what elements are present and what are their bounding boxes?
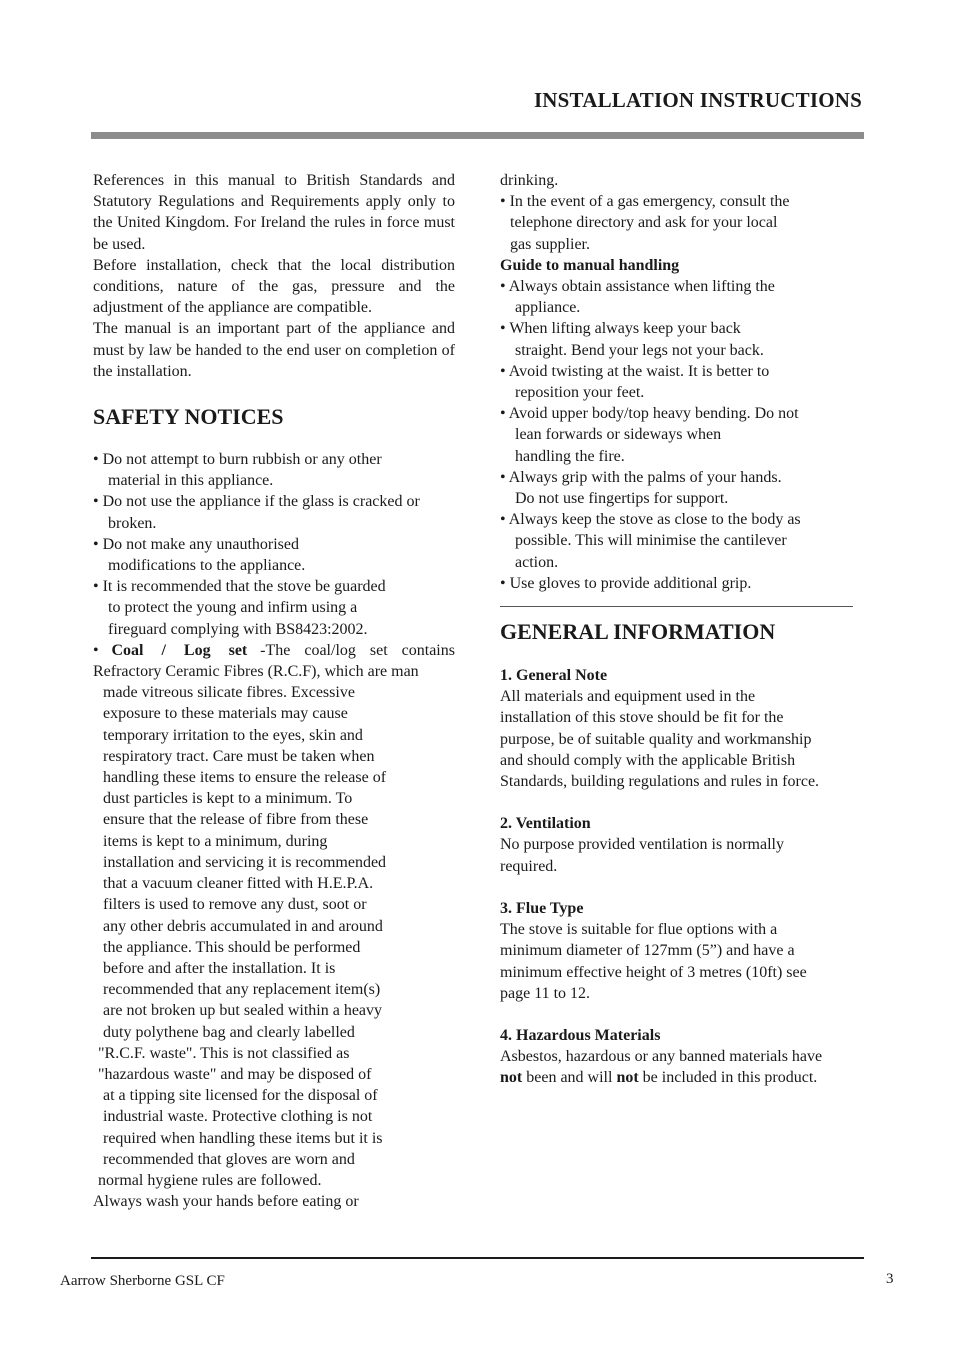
- text-line: items is kept to a minimum, during: [103, 832, 328, 850]
- safety-item: [93, 491, 455, 533]
- page-title: INSTALLATION INSTRUCTIONS: [533, 88, 862, 112]
- general-heading: GENERAL INFORMATION: [500, 619, 776, 645]
- bullet-line: lean forwards or sideways when: [515, 426, 722, 444]
- text-line: temporary irritation to the eyes, skin and: [103, 726, 363, 744]
- text-line: industrial waste. Protective clothing is not: [103, 1108, 373, 1126]
- handling-item: [500, 509, 860, 573]
- coal-tail: [93, 1043, 455, 1085]
- section-title: 2. Ventilation: [500, 815, 591, 833]
- text-line: ensure that the release of fibre from these: [103, 811, 369, 829]
- bullet-line: • Do not attempt to burn rubbish or any other: [93, 451, 382, 469]
- right-column: [500, 170, 860, 1089]
- bullet-line: • Use gloves to provide additional grip.: [500, 574, 752, 592]
- bullet-line: • Always grip with the palms of your hands.: [500, 468, 782, 486]
- section-title: 4. Hazardous Materials: [500, 1026, 661, 1044]
- bullet-line: reposition your feet.: [515, 384, 645, 402]
- text-line: "hazardous waste" and may be disposed of: [98, 1065, 372, 1083]
- bullet-line: possible. This will minimise the cantilever: [515, 532, 787, 550]
- intro-paragraph: References in this manual to British Standards and Statutory Regulations and Requirements apply only to the United Kingdom. For Ireland the rules in force must be used.: [93, 172, 455, 253]
- handling-item: [500, 467, 860, 509]
- coal-log-notice: [93, 640, 455, 1212]
- text-line: minimum effective height of 3 metres (10ft) see: [500, 963, 807, 981]
- text-span: been and will: [522, 1069, 617, 1087]
- section-line: [500, 1067, 860, 1088]
- handling-item: [500, 403, 860, 467]
- left-column: [93, 170, 455, 1212]
- section-body: [500, 919, 860, 1004]
- bullet-line: • Do not use the appliance if the glass is cracked or: [93, 493, 420, 511]
- handling-item: [500, 318, 860, 360]
- text-line: recommended that gloves are worn and: [103, 1150, 355, 1168]
- coal-line: Refractory Ceramic Fibres (R.C.F), which are man: [93, 663, 419, 681]
- emergency-item: [500, 191, 860, 255]
- text-line: minimum diameter of 127mm (5”) and have a: [500, 942, 795, 960]
- text-line: at a tipping site licensed for the disposal of: [103, 1087, 378, 1105]
- text-line: respiratory tract. Care must be taken when: [103, 747, 375, 765]
- footer-rule: [91, 1257, 864, 1259]
- bullet-line: handling the fire.: [515, 447, 625, 465]
- coal-body2: [93, 1085, 455, 1170]
- safety-item: [93, 534, 455, 576]
- text-line: installation of this stove should be fit for the: [500, 709, 784, 727]
- safety-item: [93, 576, 455, 640]
- bullet-line: • When lifting always keep your back: [500, 320, 741, 338]
- text-line: filters is used to remove any dust, soot or: [103, 896, 367, 914]
- bullet-line: fireguard complying with BS8423:2002.: [108, 620, 368, 638]
- bullet-line: action.: [515, 553, 559, 571]
- text-line: exposure to these materials may cause: [103, 705, 348, 723]
- footer-product: Aarrow Sherborne GSL CF: [60, 1273, 225, 1289]
- handling-list: [500, 276, 860, 594]
- bullet-line: broken.: [108, 514, 157, 532]
- bullet-line: modifications to the appliance.: [108, 557, 306, 575]
- bullet-line: to protect the young and infirm using a: [108, 599, 358, 617]
- text-line: dust particles is kept to a minimum. To: [103, 790, 353, 808]
- coal-log-label: Coal / Log set: [111, 641, 248, 659]
- text-line: installation and servicing it is recommended: [103, 853, 387, 871]
- bullet-line: appliance.: [515, 299, 581, 317]
- text-line: before and after the installation. It is: [103, 959, 336, 977]
- text-span: be included in this product.: [638, 1069, 818, 1087]
- bullet-line: straight. Bend your legs not your back.: [515, 341, 764, 359]
- handling-item: [500, 573, 860, 594]
- bullet-line: • Do not make any unauthorised: [93, 535, 299, 553]
- bullet-line: telephone directory and ask for your local: [510, 214, 778, 232]
- text-line: page 11 to 12.: [500, 984, 591, 1002]
- section-title: 1. General Note: [500, 667, 608, 685]
- emphasis: not: [500, 1069, 523, 1087]
- wash-line: Always wash your hands before eating or: [93, 1193, 359, 1211]
- text-line: made vitreous silicate fibres. Excessive: [103, 684, 355, 702]
- bullet-line: material in this appliance.: [108, 472, 274, 490]
- section-body: [500, 834, 860, 876]
- text-line: recommended that any replacement item(s): [103, 981, 381, 999]
- handling-item: [500, 276, 860, 318]
- safety-item: [93, 449, 455, 491]
- bullet-line: Do not use fingertips for support.: [515, 490, 729, 508]
- text-line: purpose, be of suitable quality and workmanship: [500, 730, 812, 748]
- text-line: All materials and equipment used in the: [500, 688, 756, 706]
- coal-log-text: -The coal/log set contains: [260, 641, 455, 659]
- text-line: the appliance. This should be performed: [103, 938, 361, 956]
- text-line: duty polythene bag and clearly labelled: [103, 1023, 355, 1041]
- bullet-line: • Always obtain assistance when lifting the: [500, 278, 775, 296]
- bullet-line: gas supplier.: [510, 235, 590, 253]
- text-line: Standards, building regulations and rules in force.: [500, 773, 820, 791]
- coal-first-line: • Coal / Log set -The coal/log set contains: [93, 640, 455, 661]
- handling-heading: Guide to manual handling: [500, 256, 680, 274]
- bullet-line: • Always keep the stove as close to the body as: [500, 511, 801, 529]
- coal-body: [93, 682, 455, 1042]
- text-line: and should comply with the applicable British: [500, 751, 796, 769]
- intro-paragraph: The manual is an important part of the appliance and must by law be handed to the end user on completion of the installation.: [93, 320, 455, 380]
- bullet-line: • Avoid twisting at the waist. It is better to: [500, 362, 770, 380]
- emphasis: not: [616, 1069, 639, 1087]
- bullet-line: • It is recommended that the stove be guarded: [93, 578, 386, 596]
- safety-heading: SAFETY NOTICES: [93, 404, 284, 430]
- page-number: 3: [886, 1271, 894, 1287]
- text-line: are not broken up but sealed within a heavy: [103, 1002, 383, 1020]
- bullet-line: • Avoid upper body/top heavy bending. Do not: [500, 405, 799, 423]
- continuation-line: drinking.: [500, 172, 559, 189]
- text-line: The stove is suitable for flue options with a: [500, 921, 778, 939]
- header-rule: [91, 132, 864, 139]
- section-line: Asbestos, hazardous or any banned materials have: [500, 1048, 823, 1066]
- text-line: any other debris accumulated in and around: [103, 917, 383, 935]
- section-body: [500, 686, 860, 792]
- text-line: No purpose provided ventilation is normally: [500, 836, 784, 854]
- text-line: that a vacuum cleaner fitted with H.E.P.A.: [103, 875, 374, 893]
- bullet-line: • In the event of a gas emergency, consult the: [500, 193, 790, 211]
- text-line: "R.C.F. waste". This is not classified as: [98, 1044, 350, 1062]
- intro-paragraph: Before installation, check that the local distribution conditions, nature of the gas, pressure and the adjustment of the appliance are compatible.: [93, 256, 455, 317]
- text-line: required when handling these items but it is: [103, 1129, 383, 1147]
- section-title: 3. Flue Type: [500, 899, 584, 917]
- text-line: handling these items to ensure the release of: [103, 769, 387, 787]
- handling-item: [500, 361, 860, 403]
- text-line: required.: [500, 857, 558, 875]
- coal-line: normal hygiene rules are followed.: [98, 1171, 322, 1189]
